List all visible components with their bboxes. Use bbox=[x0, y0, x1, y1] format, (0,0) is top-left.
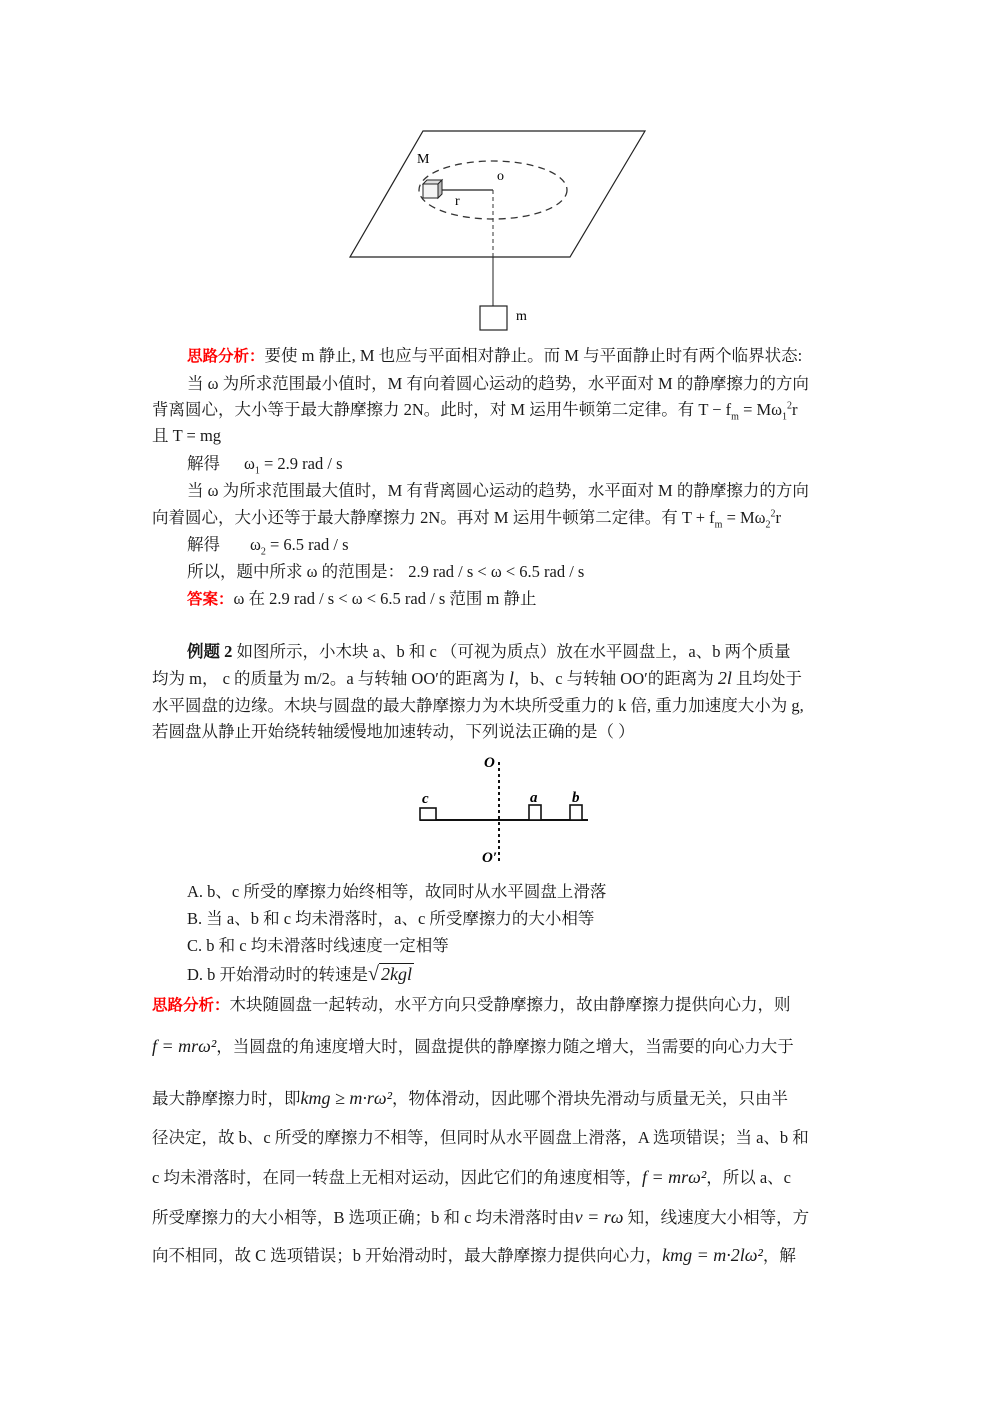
analysis-label: 思路分析： bbox=[187, 347, 265, 365]
text: ，b、c 与转轴 OO′的距离为 bbox=[513, 669, 718, 688]
solve-label: 解得 bbox=[187, 535, 220, 554]
example2-line-1 bbox=[187, 642, 791, 662]
solve-2 bbox=[187, 535, 349, 558]
option-a: A. b、c 所受的摩擦力始终相等，故同时从水平圆盘上滑落 bbox=[187, 882, 607, 901]
label-m: m bbox=[516, 309, 527, 324]
text: ，所以 a、c bbox=[706, 1168, 791, 1187]
text: 如图所示，小木块 a、b 和 c （可视为质点）放在水平圆盘上，a、b 两个质量 bbox=[232, 642, 791, 661]
label-M: M bbox=[417, 152, 430, 167]
formula: f = mrω² bbox=[641, 1167, 707, 1187]
text: ，物体滑动，因此哪个滑块先滑动与质量无关，只由半 bbox=[391, 1089, 788, 1108]
text: r bbox=[775, 508, 782, 527]
label-b: b bbox=[572, 790, 580, 806]
text: = Mω bbox=[738, 400, 783, 419]
option-d bbox=[187, 963, 414, 985]
analysis-label-2: 思路分析： bbox=[152, 996, 230, 1014]
text: 且均处于 bbox=[731, 669, 803, 688]
text: ω bbox=[244, 454, 255, 473]
figure-rotating-plane bbox=[340, 125, 670, 340]
text: 向不相同，故 C 选项错误；b 开始滑动时，最大静摩擦力提供向心力， bbox=[152, 1246, 663, 1265]
example2-line-4: 若圆盘从静止开始绕转轴缓慢地加速转动，下列说法正确的是（ ） bbox=[152, 722, 635, 741]
analysis-paragraph-2 bbox=[152, 995, 791, 1015]
text: = Mω bbox=[722, 508, 766, 527]
analysis2-line-6 bbox=[152, 1207, 809, 1228]
analysis2-line-7 bbox=[152, 1245, 796, 1266]
text: ，解 bbox=[762, 1246, 796, 1265]
text: ，当圆盘的角速度增大时，圆盘提供的静摩擦力随之增大，当需要的向心力大于 bbox=[216, 1037, 794, 1056]
solve-1 bbox=[187, 454, 343, 477]
example2-line-2 bbox=[152, 668, 802, 689]
subscript: 1 bbox=[254, 465, 260, 477]
analysis2-line-4: 径决定，故 b、c 所受的摩擦力不相等，但同时从水平圆盘上滑落，A 选项错误；当 a、b 和 bbox=[152, 1128, 809, 1147]
solve-label: 解得 bbox=[187, 454, 220, 473]
subscript: m bbox=[714, 519, 723, 531]
block-m bbox=[480, 306, 507, 330]
min-case-line-2 bbox=[152, 400, 798, 423]
text: 背离圆心，大小等于最大静摩擦力 2N。此时，对 M 运用牛顿第二定律。有 T − f bbox=[152, 400, 732, 419]
text: 向着圆心，大小还等于最大静摩擦力 2N。再对 M 运用牛顿第二定律。有 T + f bbox=[152, 508, 715, 527]
math-l: l bbox=[508, 668, 514, 688]
subscript: 1 bbox=[782, 411, 788, 423]
analysis-intro: 要使 m 静止, M 也应与平面相对静止。而 M 与平面静止时有两个临界状态: bbox=[264, 346, 803, 365]
text: ω bbox=[250, 535, 261, 554]
subscript: 2 bbox=[260, 546, 266, 558]
option-c: C. b 和 c 均未滑落时线速度一定相等 bbox=[187, 936, 449, 955]
formula: kmg ≥ m·rω² bbox=[300, 1088, 392, 1108]
answer-label: 答案： bbox=[187, 590, 234, 608]
analysis2-line-5 bbox=[152, 1167, 791, 1188]
label-a: a bbox=[530, 790, 538, 806]
label-O-prime: O′ bbox=[482, 850, 498, 866]
block-a bbox=[529, 805, 541, 820]
text: D. b 开始滑动时的转速是 bbox=[187, 965, 369, 984]
math-2l: 2l bbox=[717, 668, 732, 688]
max-case-line-1: 当 ω 为所求范围最大值时，M 有背离圆心运动的趋势，水平面对 M 的静摩擦力的方向 bbox=[187, 481, 809, 500]
superscript: 2 bbox=[770, 508, 776, 520]
min-case-line-1: 当 ω 为所求范围最小值时，M 有向着圆心运动的趋势，水平面对 M 的静摩擦力的方向 bbox=[187, 374, 809, 393]
option-b: B. 当 a、b 和 c 均未滑落时，a、c 所受摩擦力的大小相等 bbox=[187, 909, 595, 928]
text: 均为 m， c 的质量为 m/2。a 与转轴 OO′的距离为 bbox=[152, 669, 509, 688]
formula: kmg = m·2lω² bbox=[662, 1245, 763, 1265]
text: 知，线速度大小相等，方 bbox=[623, 1208, 810, 1227]
text: 最大静摩擦力时，即 bbox=[152, 1089, 301, 1108]
label-o: o bbox=[497, 169, 504, 184]
text: 木块随圆盘一起转动，水平方向只受静摩擦力，故由静摩擦力提供向心力，则 bbox=[229, 995, 791, 1014]
label-O: O bbox=[484, 755, 495, 771]
horizontal-plane bbox=[350, 131, 645, 257]
label-c: c bbox=[422, 791, 429, 807]
block-c bbox=[420, 808, 436, 820]
analysis2-line-3 bbox=[152, 1088, 788, 1109]
min-case-line-3: 且 T = mg bbox=[152, 426, 222, 445]
analysis-paragraph-1 bbox=[187, 346, 802, 366]
text: c 均未滑落时，在同一转盘上无相对运动，因此它们的角速度相等， bbox=[152, 1168, 642, 1187]
text: = 2.9 rad / s bbox=[259, 454, 343, 473]
example-title: 例题 2 bbox=[187, 642, 233, 661]
example2-line-3: 水平圆盘的边缘。木块与圆盘的最大静摩擦力为木块所受重力的 k 倍, 重力加速度大小为 g, bbox=[152, 696, 804, 715]
label-r: r bbox=[455, 194, 460, 209]
block-b bbox=[570, 805, 582, 820]
range-line: 所以，题中所求 ω 的范围是： 2.9 rad / s < ω < 6.5 rad / s bbox=[187, 562, 585, 581]
subscript: 2 bbox=[765, 519, 771, 531]
max-case-line-2 bbox=[152, 508, 782, 531]
formula: v = rω bbox=[574, 1207, 624, 1227]
text: 所受摩擦力的大小相等，B 选项正确；b 和 c 均未滑落时由 bbox=[152, 1208, 575, 1227]
analysis2-line-2 bbox=[152, 1036, 794, 1057]
text: = 6.5 rad / s bbox=[265, 535, 349, 554]
text: r bbox=[792, 400, 798, 419]
figure-turntable bbox=[410, 750, 600, 868]
subscript: m bbox=[731, 411, 739, 423]
formula-2kgl: 2kgl bbox=[381, 964, 413, 984]
sqrt-icon: √ bbox=[368, 963, 380, 985]
answer-line bbox=[187, 589, 536, 609]
formula: f = mrω² bbox=[152, 1036, 217, 1056]
block-M bbox=[423, 180, 442, 198]
answer-text: ω 在 2.9 rad / s < ω < 6.5 rad / s 范围 m 静止 bbox=[233, 589, 537, 608]
superscript: 2 bbox=[787, 400, 793, 412]
